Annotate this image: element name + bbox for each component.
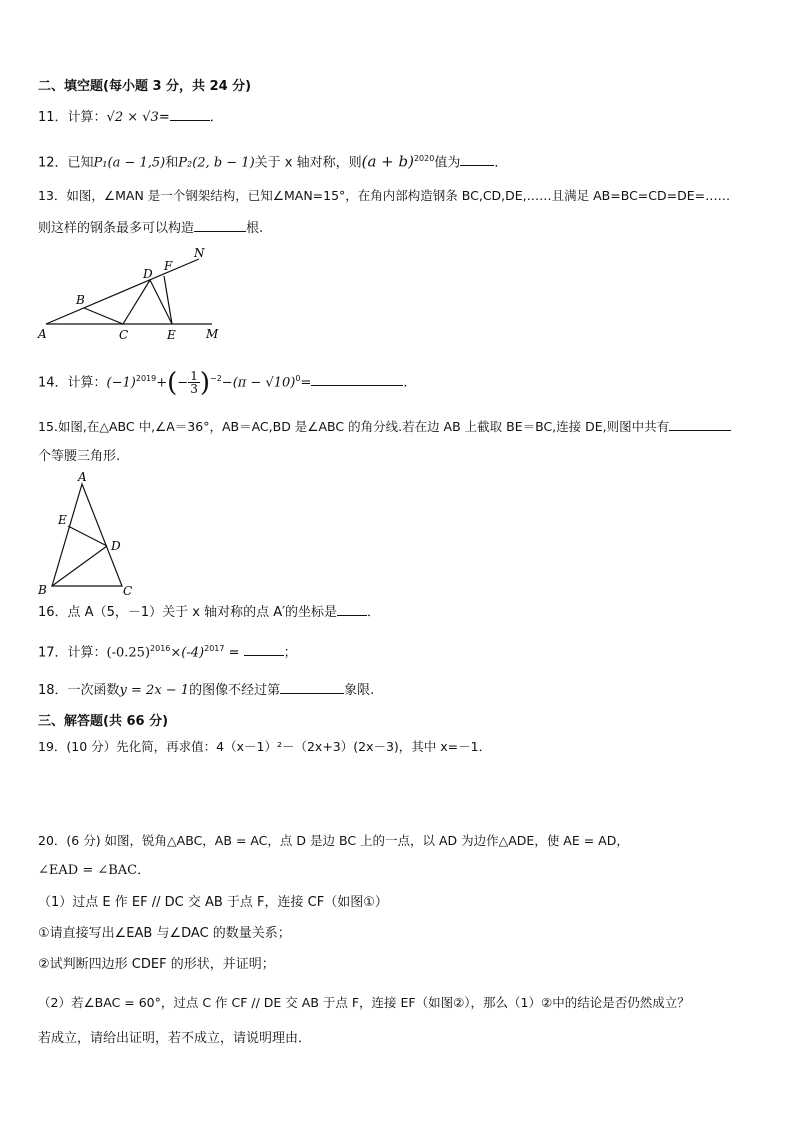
q17-times: × <box>170 645 182 661</box>
label-a: A <box>38 327 47 341</box>
q14-exp3: 0 <box>295 374 301 383</box>
question-13-line2 <box>38 219 263 238</box>
question-20-line2: ∠EAD = ∠BAC． <box>38 863 151 878</box>
q14-answer-blank[interactable] <box>311 373 403 386</box>
q17-term2: (-4) <box>181 645 205 661</box>
q17-exp2: 2017 <box>204 644 225 653</box>
label-d: D <box>111 539 121 553</box>
q14-frac-num: 1 <box>190 369 198 384</box>
q13-answer-blank[interactable] <box>194 219 246 232</box>
q16-answer-blank[interactable] <box>337 603 367 616</box>
label-m: M <box>206 327 219 341</box>
q11-expression: √2 × √3 <box>106 110 159 125</box>
question-18 <box>38 681 374 700</box>
question-16 <box>38 603 380 622</box>
q12-point2: P₂(2, b − 1) <box>178 155 255 171</box>
q15-text: 15.如图,在△ABC 中,∠A＝36°，AB＝AC,BD 是∠ABC 的角分线.若在边 AB 上截取 BE＝BC,连接 DE,则图中共有 <box>38 419 670 434</box>
label-b: B <box>38 583 47 597</box>
q18-mid: 的图像不经过第 <box>189 683 281 698</box>
q11-answer-blank[interactable] <box>170 108 210 121</box>
label-c: C <box>119 328 129 342</box>
q18-function: y = 2x − 1 <box>119 683 190 698</box>
q12-answer-blank[interactable] <box>460 153 494 166</box>
q14-equals: = <box>300 375 312 391</box>
q17-end: ； <box>283 645 297 661</box>
q14-number: 14．计算： <box>38 375 107 391</box>
bisector-bd <box>52 546 107 586</box>
q14-frac-den: 3 <box>190 382 198 397</box>
label-a: A <box>78 470 87 484</box>
steel-frame-figure <box>34 244 234 346</box>
isosceles-triangle-figure <box>34 470 144 598</box>
q17-term1: (-0.25) <box>106 645 151 661</box>
question-20-line5: ②试判断四边形 CDEF 的形状，并证明； <box>38 957 275 972</box>
question-19: 19．(10 分）先化简，再求值：4（x－1）²－（2x+3）(2x－3)，其中 x=－1． <box>38 739 492 754</box>
question-20-line3: （1）过点 E 作 EF // DC 交 AB 于点 F，连接 CF（如图①） <box>38 895 388 910</box>
q14-minus: − <box>221 375 233 391</box>
triangle-abc <box>52 484 122 586</box>
question-12 <box>38 150 507 172</box>
q12-lead: 12．已知 <box>38 155 94 171</box>
ray-an <box>46 259 199 324</box>
q17-number: 17．计算： <box>38 645 107 661</box>
section2-heading: 二、填空题(每小题 3 分，共 24 分) <box>38 79 252 94</box>
q12-point1: P₁(a − 1,5) <box>93 155 166 171</box>
q18-answer-blank[interactable] <box>280 681 344 694</box>
q14-fraction <box>188 370 200 395</box>
question-17 <box>38 640 297 662</box>
segment-de <box>68 526 107 546</box>
q17-answer-blank[interactable] <box>244 643 284 656</box>
section3-heading: 三、解答题(共 66 分) <box>38 714 169 729</box>
q12-mid: 和 <box>165 155 179 171</box>
label-f: F <box>164 259 173 273</box>
question-20-line6: （2）若∠BAC = 60°，过点 C 作 CF // DE 交 AB 于点 F，连接 EF（如图②），那么（1）②中的结论是否仍然成立？ <box>38 995 690 1010</box>
label-d: D <box>143 267 153 281</box>
question-13-line1: 13．如图，∠MAN 是一个钢架结构，已知∠MAN=15°，在角内部构造钢条 BC,CD,DE,……且满足 AB=BC=CD=DE=…… <box>38 188 731 203</box>
q18-lead: 18．一次函数 <box>38 683 120 698</box>
question-14: 14．计算：$(-1)^{2019}+(-$ $\frac{1}{3}$ )$^{-2}-(\pi - √10)^0=$ . <box>38 367 408 398</box>
q13-end: 根. <box>246 221 264 236</box>
label-e: E <box>58 513 67 527</box>
label-b: B <box>76 293 85 307</box>
label-e: E <box>167 328 176 342</box>
q11-equals: = <box>158 110 170 125</box>
q12-tail: 值为 <box>434 155 461 171</box>
q14-term1: (−1) <box>106 375 136 391</box>
q15-answer-blank[interactable] <box>669 418 731 431</box>
q14-term3: (π − √10) <box>232 375 296 391</box>
steel-bars <box>84 276 172 324</box>
label-n: N <box>194 246 205 260</box>
q12-expression: (a + b) <box>361 152 414 171</box>
question-15-line2: 个等腰三角形. <box>38 449 121 464</box>
q11-number: 11．计算： <box>38 110 107 125</box>
q14-plus: + <box>156 375 168 391</box>
question-20-line7: 若成立，请给出证明，若不成立，请说明理由． <box>38 1031 312 1046</box>
q16-end: ． <box>367 605 381 620</box>
question-20-line4: ①请直接写出∠EAB 与∠DAC 的数量关系； <box>38 926 291 941</box>
label-c: C <box>123 584 133 598</box>
q17-equals: = <box>228 645 240 661</box>
question-11 <box>38 108 223 127</box>
q14-end: . <box>403 375 408 391</box>
q16-text: 16．点 A（5，－1）关于 x 轴对称的点 A′的坐标是 <box>38 605 338 620</box>
q18-end: 象限. <box>344 683 375 698</box>
q17-exp1: 2016 <box>150 644 171 653</box>
question-20-line1: 20．(6 分) 如图，锐角△ABC，AB = AC，点 D 是边 BC 上的一点，以 AD 为边作△ADE，使 AE = AD， <box>38 833 629 848</box>
q12-end: ． <box>494 155 508 171</box>
q14-exp2: −2 <box>209 374 222 383</box>
q11-end: ． <box>209 110 223 125</box>
question-15-line1 <box>38 418 731 436</box>
q14-exp1: 2019 <box>135 374 157 383</box>
q13-text: 则这样的钢条最多可以构造 <box>38 221 195 236</box>
q12-exponent: 2020 <box>413 154 435 163</box>
q12-text: 关于 x 轴对称，则 <box>254 155 362 171</box>
